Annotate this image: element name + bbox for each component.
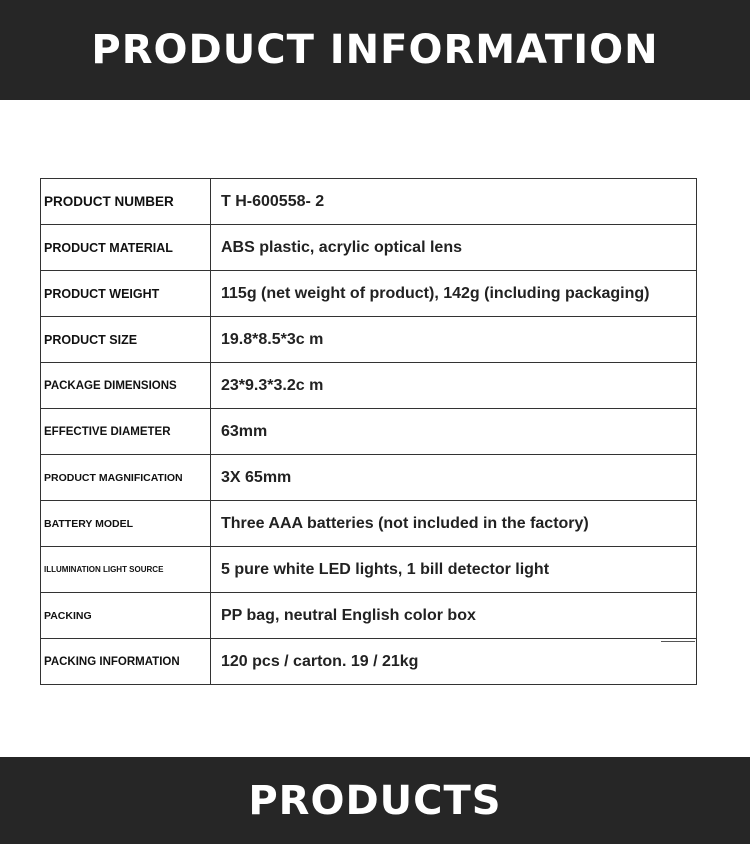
- table-row: [41, 179, 697, 225]
- product-info-table: [40, 178, 697, 685]
- row-value: 23*9.3*3.2c m: [211, 363, 697, 409]
- row-value: Three AAA batteries (not included in the factory): [211, 501, 697, 547]
- table-row: [41, 317, 697, 363]
- row-label: PRODUCT MAGNIFICATION: [41, 455, 211, 501]
- row-value: PP bag, neutral English color box: [211, 593, 697, 639]
- row-label: ILLUMINATION LIGHT SOURCE: [41, 547, 211, 593]
- section-title: PRODUCTS: [248, 777, 502, 824]
- divider-line: [661, 641, 695, 642]
- page-title: PRODUCT INFORMATION: [91, 27, 659, 73]
- table-row: [41, 639, 697, 685]
- table-row: [41, 271, 697, 317]
- row-label: PRODUCT SIZE: [41, 317, 211, 363]
- row-value: 5 pure white LED lights, 1 bill detector light: [211, 547, 697, 593]
- row-value: 19.8*8.5*3c m: [211, 317, 697, 363]
- table-row: [41, 501, 697, 547]
- table-row: [41, 363, 697, 409]
- footer-banner: [0, 757, 750, 844]
- row-value: 115g (net weight of product), 142g (including packaging): [211, 271, 697, 317]
- row-label: PACKAGE DIMENSIONS: [41, 363, 211, 409]
- row-label: PACKING: [41, 593, 211, 639]
- table-row: [41, 593, 697, 639]
- row-label: BATTERY MODEL: [41, 501, 211, 547]
- row-value: ABS plastic, acrylic optical lens: [211, 225, 697, 271]
- table-row: [41, 547, 697, 593]
- table-row: [41, 409, 697, 455]
- row-label: EFFECTIVE DIAMETER: [41, 409, 211, 455]
- row-value: 63mm: [211, 409, 697, 455]
- row-label: PRODUCT WEIGHT: [41, 271, 211, 317]
- row-label: PRODUCT NUMBER: [41, 179, 211, 225]
- row-value: 120 pcs / carton. 19 / 21kg: [211, 639, 697, 685]
- row-label: PACKING INFORMATION: [41, 639, 211, 685]
- table-row: [41, 225, 697, 271]
- table-row: [41, 455, 697, 501]
- row-label: PRODUCT MATERIAL: [41, 225, 211, 271]
- row-value: 3X 65mm: [211, 455, 697, 501]
- header-banner: [0, 0, 750, 100]
- row-value: T H-600558- 2: [211, 179, 697, 225]
